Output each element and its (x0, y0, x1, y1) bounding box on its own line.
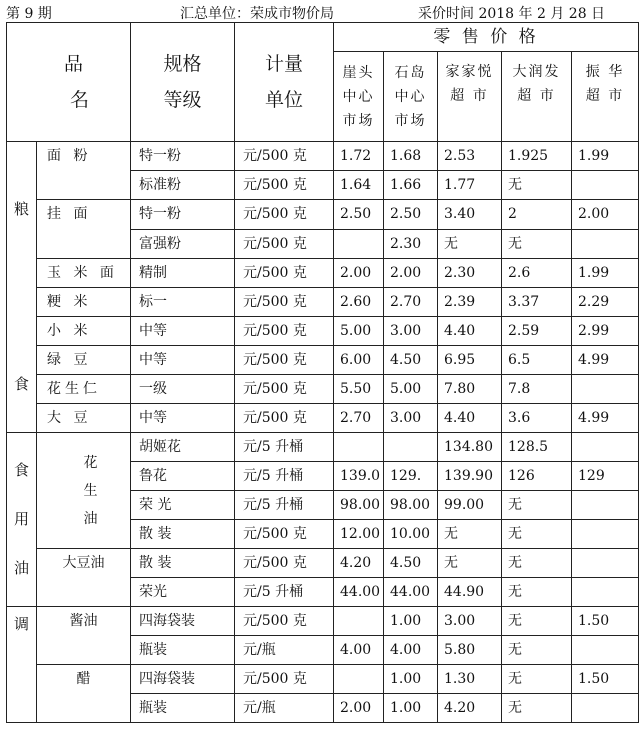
price-cell: 无 (502, 520, 572, 549)
price-cell: 无 (438, 230, 502, 259)
table-row (7, 200, 639, 230)
market-yatou: 崖头 中心 市场 (334, 52, 384, 142)
price-cell: 99.00 (438, 491, 502, 520)
unit-cell: 元/500 克 (235, 346, 334, 375)
price-cell: 无 (502, 607, 572, 636)
unit-cell: 元/500 克 (235, 142, 334, 171)
price-cell: 1.99 (572, 142, 639, 171)
price-cell (572, 549, 639, 578)
price-cell: 3.00 (384, 317, 438, 346)
unit-cell: 元/500 克 (235, 200, 334, 230)
price-cell: 3.40 (438, 200, 502, 230)
price-cell: 无 (502, 171, 572, 200)
price-cell: 134.80 (438, 433, 502, 462)
price-cell: 无 (438, 520, 502, 549)
price-cell: 1.00 (384, 694, 438, 723)
grade-cell: 一级 (131, 375, 235, 404)
unit-cell: 元/500 克 (235, 665, 334, 694)
price-cell (334, 230, 384, 259)
unit-cell: 元/5 升桶 (235, 491, 334, 520)
table-row (7, 375, 639, 404)
product-noodle: 挂 面 (37, 200, 131, 259)
price-cell: 7.8 (502, 375, 572, 404)
price-cell: 1.925 (502, 142, 572, 171)
price-cell: 1.77 (438, 171, 502, 200)
price-cell: 3.37 (502, 288, 572, 317)
price-cell: 1.68 (384, 142, 438, 171)
table-row (7, 142, 639, 171)
table-row (7, 346, 639, 375)
grade-cell: 中等 (131, 317, 235, 346)
market-zhenhua: 振 华 超 市 (572, 52, 639, 142)
grade-cell: 鲁花 (131, 462, 235, 491)
price-cell: 5.00 (334, 317, 384, 346)
price-cell: 无 (502, 694, 572, 723)
price-cell: 2.70 (334, 404, 384, 433)
product-vinegar: 醋 (37, 665, 131, 723)
price-cell (334, 433, 384, 462)
grade-cell: 瓶装 (131, 694, 235, 723)
price-cell: 98.00 (384, 491, 438, 520)
price-cell (572, 171, 639, 200)
price-cell: 98.00 (334, 491, 384, 520)
price-cell: 44.00 (334, 578, 384, 607)
grade-cell: 四海袋装 (131, 607, 235, 636)
price-cell: 1.50 (572, 607, 639, 636)
unit-cell: 元/500 克 (235, 259, 334, 288)
price-cell: 2 (502, 200, 572, 230)
price-cell: 6.00 (334, 346, 384, 375)
table-row (7, 433, 639, 462)
product-mungbean: 绿 豆 (37, 346, 131, 375)
price-cell: 2.99 (572, 317, 639, 346)
header-row-1 (7, 23, 639, 52)
unit-cell: 元/500 克 (235, 404, 334, 433)
price-cell (384, 433, 438, 462)
unit-cell: 元/5 升桶 (235, 433, 334, 462)
price-cell: 1.50 (572, 665, 639, 694)
price-cell: 2.50 (384, 200, 438, 230)
price-cell: 44.90 (438, 578, 502, 607)
grade-cell: 散 装 (131, 549, 235, 578)
price-cell: 4.40 (438, 317, 502, 346)
price-cell: 3.6 (502, 404, 572, 433)
table-row (7, 288, 639, 317)
unit-cell: 元/500 克 (235, 171, 334, 200)
market-darunfa: 大润发 超 市 (502, 52, 572, 142)
price-cell: 2.00 (334, 694, 384, 723)
price-cell: 129 (572, 462, 639, 491)
market-jiajiayue: 家家悦 超 市 (438, 52, 502, 142)
product-flour: 面 粉 (37, 142, 131, 200)
price-cell (572, 433, 639, 462)
grade-cell: 标准粉 (131, 171, 235, 200)
price-cell (572, 578, 639, 607)
price-cell: 无 (502, 665, 572, 694)
price-cell: 4.00 (384, 636, 438, 665)
table-row (7, 549, 639, 578)
price-cell: 5.00 (384, 375, 438, 404)
price-cell: 7.80 (438, 375, 502, 404)
collection-date: 采价时间 2018 年 2 月 28 日 (418, 6, 606, 22)
price-cell: 1.00 (384, 665, 438, 694)
product-rice: 粳 米 (37, 288, 131, 317)
price-cell: 4.20 (438, 694, 502, 723)
price-cell (572, 375, 639, 404)
grade-cell: 富强粉 (131, 230, 235, 259)
category-grain: 粮 食 (7, 142, 37, 433)
price-cell (572, 491, 639, 520)
price-cell (334, 665, 384, 694)
col-product: 品 名 (7, 23, 131, 142)
price-cell: 3.00 (438, 607, 502, 636)
market-shidao: 石岛 中心 市场 (384, 52, 438, 142)
price-cell: 4.50 (384, 346, 438, 375)
price-cell: 139.0 (334, 462, 384, 491)
table-row (7, 317, 639, 346)
grade-cell: 散 装 (131, 520, 235, 549)
price-cell: 4.00 (334, 636, 384, 665)
price-table (6, 22, 639, 723)
col-unit: 计量 单位 (235, 23, 334, 142)
price-cell (572, 230, 639, 259)
price-cell (572, 520, 639, 549)
price-cell: 4.50 (384, 549, 438, 578)
col-retail-price: 零 售 价 格 (334, 23, 639, 52)
grade-cell: 中等 (131, 404, 235, 433)
unit-cell: 元/瓶 (235, 636, 334, 665)
price-cell: 1.30 (438, 665, 502, 694)
price-cell: 无 (438, 549, 502, 578)
price-cell: 44.00 (384, 578, 438, 607)
price-cell: 1.64 (334, 171, 384, 200)
unit-cell: 元/5 升桶 (235, 578, 334, 607)
issue-number: 第 9 期 (6, 6, 52, 22)
price-cell: 无 (502, 549, 572, 578)
unit-cell: 元/500 克 (235, 375, 334, 404)
grade-cell: 荣光 (131, 578, 235, 607)
price-cell (334, 607, 384, 636)
price-cell: 2.50 (334, 200, 384, 230)
unit-cell: 元/500 克 (235, 230, 334, 259)
grade-cell: 中等 (131, 346, 235, 375)
price-cell: 1.66 (384, 171, 438, 200)
price-cell: 1.72 (334, 142, 384, 171)
price-cell: 2.6 (502, 259, 572, 288)
price-cell: 无 (502, 491, 572, 520)
price-cell: 2.29 (572, 288, 639, 317)
category-edible-oil: 食 用 油 (7, 433, 37, 607)
price-cell: 4.99 (572, 346, 639, 375)
grade-cell: 胡姬花 (131, 433, 235, 462)
price-cell: 6.5 (502, 346, 572, 375)
price-cell: 139.90 (438, 462, 502, 491)
reporting-unit: 汇总单位：荣成市物价局 (180, 6, 334, 22)
price-cell: 2.00 (334, 259, 384, 288)
unit-cell: 元/5 升桶 (235, 462, 334, 491)
price-cell: 10.00 (384, 520, 438, 549)
table-row (7, 404, 639, 433)
grade-cell: 四海袋装 (131, 665, 235, 694)
product-soybean-oil: 大豆油 (37, 549, 131, 607)
price-cell: 5.50 (334, 375, 384, 404)
grade-cell: 标一 (131, 288, 235, 317)
unit-cell: 元/瓶 (235, 694, 334, 723)
price-cell: 2.53 (438, 142, 502, 171)
product-soybean: 大 豆 (37, 404, 131, 433)
grade-cell: 瓶装 (131, 636, 235, 665)
price-cell: 无 (502, 636, 572, 665)
unit-cell: 元/500 克 (235, 317, 334, 346)
table-row (7, 259, 639, 288)
price-cell: 4.20 (334, 549, 384, 578)
price-cell: 5.80 (438, 636, 502, 665)
report-header (0, 0, 644, 22)
grade-cell: 特一粉 (131, 200, 235, 230)
product-millet: 小 米 (37, 317, 131, 346)
col-grade: 规格 等级 (131, 23, 235, 142)
unit-cell: 元/500 克 (235, 607, 334, 636)
price-cell: 3.00 (384, 404, 438, 433)
table-row (7, 665, 639, 694)
grade-cell: 精制 (131, 259, 235, 288)
price-cell: 2.00 (384, 259, 438, 288)
product-cornmeal: 玉 米 面 (37, 259, 131, 288)
price-cell (572, 694, 639, 723)
price-cell: 1.99 (572, 259, 639, 288)
price-cell: 129. (384, 462, 438, 491)
price-cell: 128.5 (502, 433, 572, 462)
unit-cell: 元/500 克 (235, 288, 334, 317)
price-cell: 4.99 (572, 404, 639, 433)
product-peanut-oil: 花 生 油 (37, 433, 131, 549)
category-seasoning: 调 (7, 607, 37, 723)
price-cell: 12.00 (334, 520, 384, 549)
price-cell: 2.39 (438, 288, 502, 317)
price-cell: 2.00 (572, 200, 639, 230)
price-cell: 2.30 (438, 259, 502, 288)
unit-cell: 元/500 克 (235, 520, 334, 549)
price-cell: 6.95 (438, 346, 502, 375)
unit-cell: 元/500 克 (235, 549, 334, 578)
table-row (7, 607, 639, 636)
price-cell: 2.70 (384, 288, 438, 317)
grade-cell: 特一粉 (131, 142, 235, 171)
price-cell: 无 (502, 578, 572, 607)
price-cell: 2.30 (384, 230, 438, 259)
price-cell: 4.40 (438, 404, 502, 433)
price-cell: 126 (502, 462, 572, 491)
price-cell: 1.00 (384, 607, 438, 636)
product-soy-sauce: 酱油 (37, 607, 131, 665)
grade-cell: 荣 光 (131, 491, 235, 520)
price-cell (572, 636, 639, 665)
product-peanut-kernel: 花生仁 (37, 375, 131, 404)
price-cell: 2.60 (334, 288, 384, 317)
price-cell: 2.59 (502, 317, 572, 346)
price-cell: 无 (502, 230, 572, 259)
